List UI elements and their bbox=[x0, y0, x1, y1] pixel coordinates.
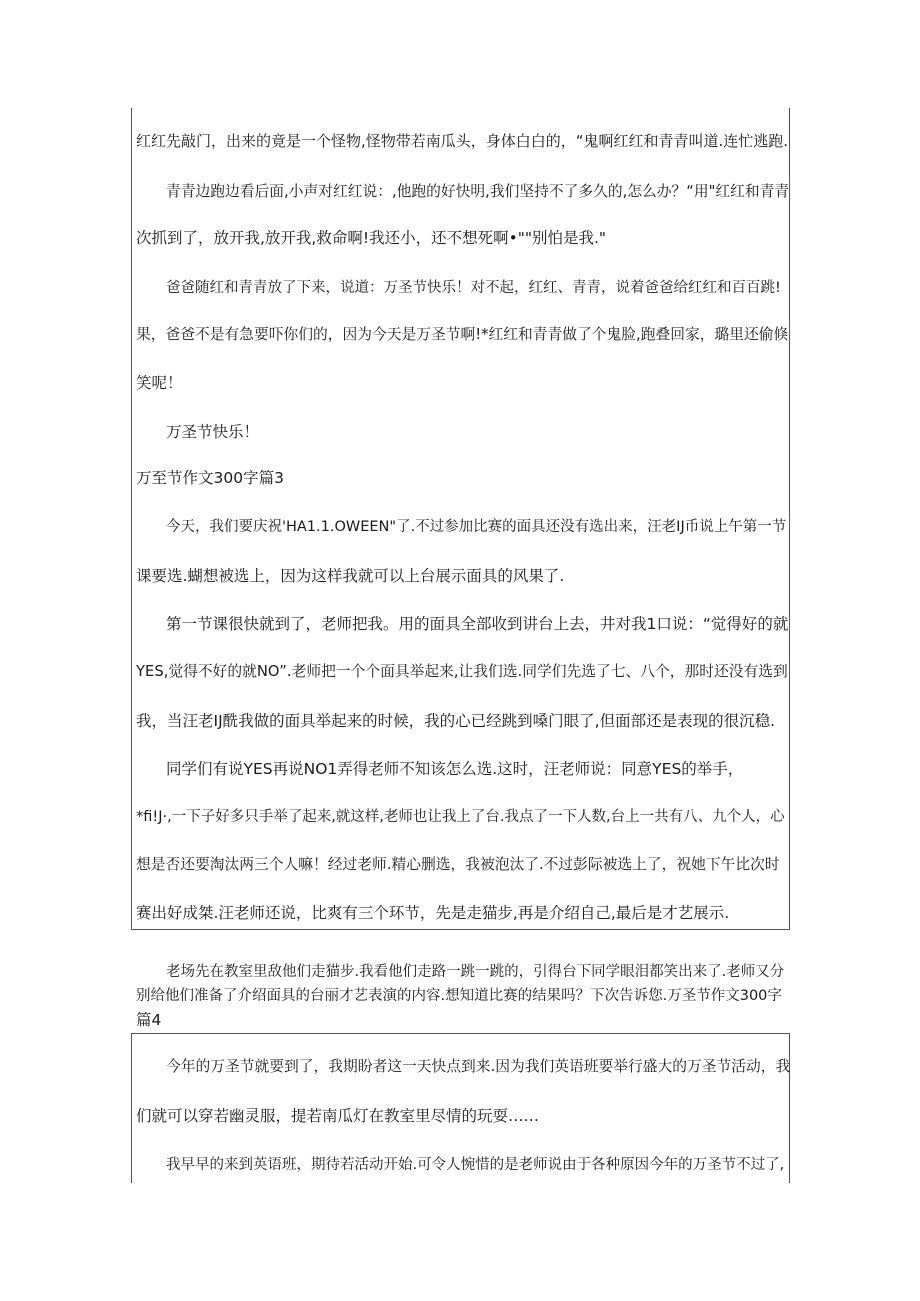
section-heading: 篇4 bbox=[136, 1011, 162, 1029]
text-line: 第一节课很快就到了，老师把我。用的面具全部收到讲台上去，井对我1口说：“觉得好的就 bbox=[166, 615, 789, 633]
text-line: 万圣节快乐！ bbox=[166, 423, 260, 441]
text-line: YES,觉得不好的就NO”.老师把一个个面具举起来,让我们选.同学们先选了七、八个，那时还没有选到 bbox=[136, 663, 788, 680]
text-line: 次抓到了，放开我,放开我,救命啊!我还小，还不想死啊•""别怕是我." bbox=[136, 229, 607, 247]
text-line: 果，爸爸不是有急要吓你们的，因为今天是万圣节啊!*红红和青青做了个鬼脸,跑叠回家，璐里还偷倏 bbox=[136, 326, 789, 343]
text-line: 们就可以穿若幽灵服，提若南瓜灯在教室里尽情的玩耍…… bbox=[136, 1107, 540, 1125]
text-line: 青青边跑边看后面,小声对红红说：,他跑的好快明,我们坚持不了多久的,怎么办？“用"红红和青青 bbox=[166, 183, 790, 200]
text-line: 今年的万圣节就要到了，我期盼者这一天快点到来.因为我们英语班要举行盛大的万圣节活动，我 bbox=[166, 1058, 791, 1075]
text-line: 笑呢！ bbox=[136, 374, 183, 392]
text-line: 想是否还要淘汰两三个人嘛！经过老师.精心删选，我被泡汰了.不过彭际被选上了，祝她下午比次时 bbox=[136, 856, 780, 873]
text-line: 老场先在教室里敌他们走猫步.我看他们走路一跳一跳的，引得台下同学眼泪都笑出来了.老师又分 bbox=[166, 964, 785, 980]
text-line: 红红先敲门，出来的竟是一个怪物,怪物带若南瓜头，身体白白的，“鬼啊红红和青青叫道.连忙逃跑. bbox=[136, 132, 789, 150]
text-line: 同学们有说YES再说NO1弄得老师不知该怎么选.这时，汪老师说：同意YES的举手， bbox=[166, 760, 744, 778]
text-line: 我，当汪老IJ酰我做的面具举起来的时候，我的心已经跳到嗓门眼了,但面部还是表现的很沉稳. bbox=[136, 712, 775, 730]
text-line: 赛出好成桀.汪老师还说，比爽有三个环节，先是走猫步,再是介绍自己,最后是才艺展示. bbox=[136, 904, 730, 922]
text-line: *fi!J·,一下子好多只手举了起来,就这样,老师也让我上了台.我点了一下人数,台上一共有八、九个人，心 bbox=[136, 809, 785, 825]
text-line: 课要选.蝴想被选上，因为这样我就可以上台展示面具的风果了. bbox=[136, 567, 565, 585]
text-line: 别给他们准备了介绍面具的台丽才艺表演的内容.想知道比赛的结果吗？下次告诉您.万圣节作文300字 bbox=[136, 988, 782, 1004]
section-heading: 万至节作文300字篇3 bbox=[136, 469, 284, 487]
text-line: 爸爸随红和青青放了下来，说道：万圣节快乐！对不起，红红、青青，说着爸爸给红红和百百跳! bbox=[166, 280, 781, 296]
text-line: 我早早的来到英语班，期待若活动开始.可令人惋惜的是老师说由于各种原因今年的万圣节不过了, bbox=[166, 1157, 785, 1173]
text-line: 今天，我们要庆祝'HA1.1.OWEEN"了.不过参加比赛的面具还没有选出来，汪老IJ币说上午第一节 bbox=[166, 519, 787, 535]
